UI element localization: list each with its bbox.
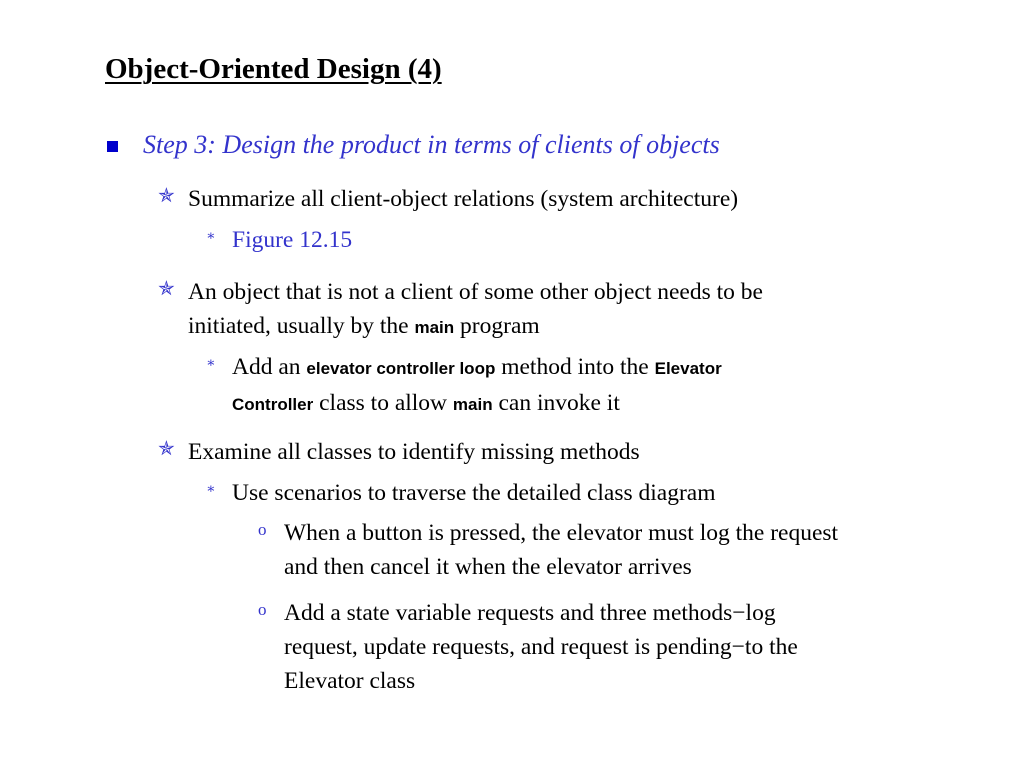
examine-text: Examine all classes to identify missing methods (188, 439, 640, 465)
elevator-loop-part1: Add an (232, 354, 307, 380)
main-code-term: main (414, 318, 455, 337)
button-pressed-text (284, 516, 974, 584)
circle-bullet-icon: o (258, 520, 267, 539)
state-variable-line1: Add a state variable requests and three methods−log (284, 600, 776, 626)
state-variable-line3: Elevator class (284, 668, 416, 694)
step-text: Step 3: Design the product in terms of clients of objects (143, 130, 720, 159)
scenarios-text: Use scenarios to traverse the detailed class diagram (232, 480, 716, 506)
elevator-controller-loop-code-term: elevator controller loop (306, 359, 496, 378)
main-code-term: main (452, 395, 493, 414)
star-bullet-icon: ✯ (158, 185, 175, 207)
asterisk-bullet-icon: ∗ (206, 356, 216, 371)
figure-reference-text: Figure 12.15 (232, 227, 353, 253)
elevator-code-term: Elevator (654, 359, 722, 378)
circle-bullet-icon: o (258, 600, 267, 619)
elevator-loop-part3: class to allow (313, 390, 453, 416)
square-bullet-icon (107, 141, 118, 152)
initiated-text (188, 275, 908, 345)
asterisk-bullet-icon: ∗ (206, 229, 216, 244)
button-pressed-line2: and then cancel it when the elevator arrives (284, 554, 692, 580)
initiated-text-line2 (188, 309, 908, 345)
initiated-text-line1: An object that is not a client of some other object needs to be (188, 279, 763, 305)
star-bullet-icon: ✯ (158, 438, 175, 460)
star-bullet-icon: ✯ (158, 278, 175, 300)
elevator-loop-text (232, 350, 892, 422)
elevator-loop-line2 (232, 386, 892, 422)
elevator-loop-part2: method into the (495, 354, 655, 380)
elevator-loop-part4: can invoke it (492, 390, 620, 416)
controller-code-term: Controller (232, 395, 314, 414)
state-variable-line2: request, update requests, and request is pending−to the (284, 634, 798, 660)
button-pressed-line1: When a button is pressed, the elevator must log the request (284, 520, 839, 546)
slide-title: Object-Oriented Design (4) (105, 53, 442, 85)
initiated-line2-after: program (454, 313, 540, 339)
elevator-loop-line1 (232, 350, 892, 386)
summarize-text: Summarize all client-object relations (system architecture) (188, 186, 739, 212)
state-variable-text (284, 596, 974, 698)
initiated-line2-before: initiated, usually by the (188, 313, 415, 339)
asterisk-bullet-icon: ∗ (206, 482, 216, 497)
